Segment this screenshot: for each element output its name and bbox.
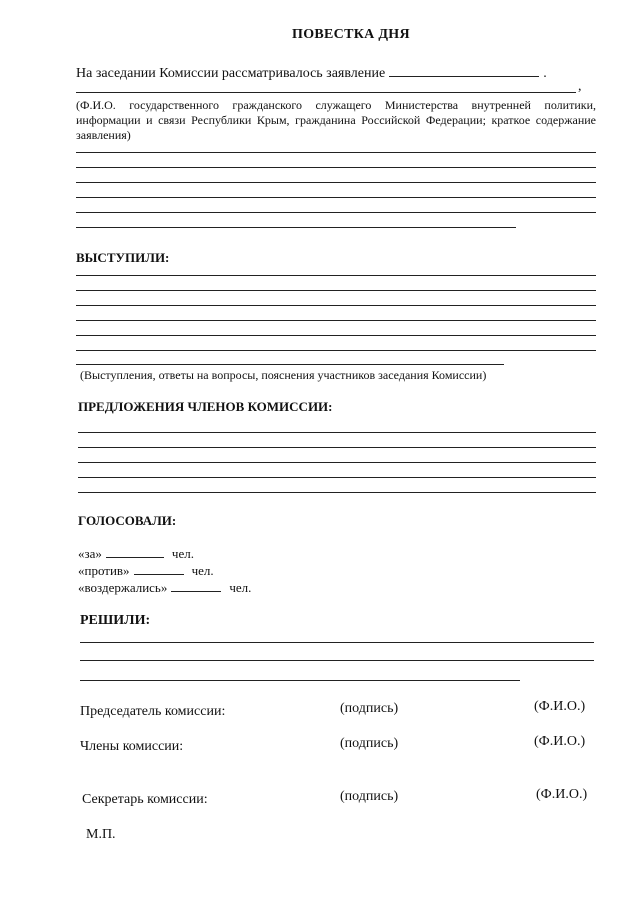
content-line[interactable]	[76, 152, 596, 153]
statement-period: .	[543, 66, 547, 81]
vote-row-abstain	[78, 579, 251, 594]
proposal-line[interactable]	[78, 447, 596, 448]
statement-intro-text: На заседании Комиссии рассматривалось заявление	[76, 66, 386, 81]
statement-blank[interactable]	[389, 64, 539, 77]
content-line[interactable]	[76, 212, 596, 213]
vote-row-for	[78, 545, 194, 560]
vote-abstain-blank[interactable]	[171, 579, 221, 592]
statement-intro	[76, 64, 547, 81]
statement-comma: ,	[578, 79, 582, 94]
members-sign[interactable]: (подпись)	[340, 736, 399, 751]
content-line[interactable]	[76, 197, 596, 198]
vote-for-blank[interactable]	[106, 545, 164, 558]
chairman-sign[interactable]: (подпись)	[340, 701, 399, 716]
spoke-line[interactable]	[76, 290, 596, 291]
page-title: ПОВЕСТКА ДНЯ	[292, 27, 410, 42]
spoke-line[interactable]	[76, 320, 596, 321]
vote-unit: чел.	[191, 563, 214, 578]
vote-label: «воздержались»	[78, 580, 168, 595]
decision-line[interactable]	[80, 680, 520, 681]
vote-label: «против»	[78, 563, 130, 578]
decision-line[interactable]	[80, 642, 594, 643]
vote-against-blank[interactable]	[134, 562, 184, 575]
proposal-line[interactable]	[78, 462, 596, 463]
spoke-line[interactable]	[76, 305, 596, 306]
content-line[interactable]	[76, 167, 596, 168]
proposal-line[interactable]	[78, 492, 596, 493]
secretary-label: Секретарь комиссии:	[82, 792, 208, 807]
statement-line-2[interactable]	[76, 92, 576, 93]
spoke-line[interactable]	[76, 275, 596, 276]
members-name[interactable]: (Ф.И.О.)	[534, 734, 586, 749]
chairman-name[interactable]: (Ф.И.О.)	[534, 699, 586, 714]
vote-row-against	[78, 562, 214, 577]
fio-hint: (Ф.И.О. государственного гражданского служащего Министерства внутренней политики, информации и связи Республики Крым, гражданина Российской Федерации; краткое содержание заявления)	[76, 98, 596, 142]
members-label: Члены комиссии:	[80, 739, 184, 754]
content-line[interactable]	[76, 227, 516, 228]
spoke-line[interactable]	[76, 350, 596, 351]
decision-line[interactable]	[80, 660, 594, 661]
vote-unit: чел.	[229, 580, 252, 595]
spoke-line[interactable]	[76, 335, 596, 336]
proposal-line[interactable]	[78, 432, 596, 433]
secretary-sign[interactable]: (подпись)	[340, 789, 399, 804]
proposals-heading: ПРЕДЛОЖЕНИЯ ЧЛЕНОВ КОМИССИИ:	[78, 399, 333, 414]
spoke-heading: ВЫСТУПИЛИ:	[76, 250, 170, 265]
voted-heading: ГОЛОСОВАЛИ:	[78, 513, 177, 528]
decided-heading: РЕШИЛИ:	[80, 613, 151, 628]
secretary-name[interactable]: (Ф.И.О.)	[536, 787, 588, 802]
vote-unit: чел.	[171, 546, 194, 561]
chairman-label: Председатель комиссии:	[80, 704, 226, 719]
vote-label: «за»	[78, 546, 102, 561]
spoke-line[interactable]	[76, 364, 504, 365]
spoke-hint: (Выступления, ответы на вопросы, пояснения участников заседания Комиссии)	[80, 368, 487, 382]
stamp-label: М.П.	[86, 827, 116, 842]
proposal-line[interactable]	[78, 477, 596, 478]
content-line[interactable]	[76, 182, 596, 183]
